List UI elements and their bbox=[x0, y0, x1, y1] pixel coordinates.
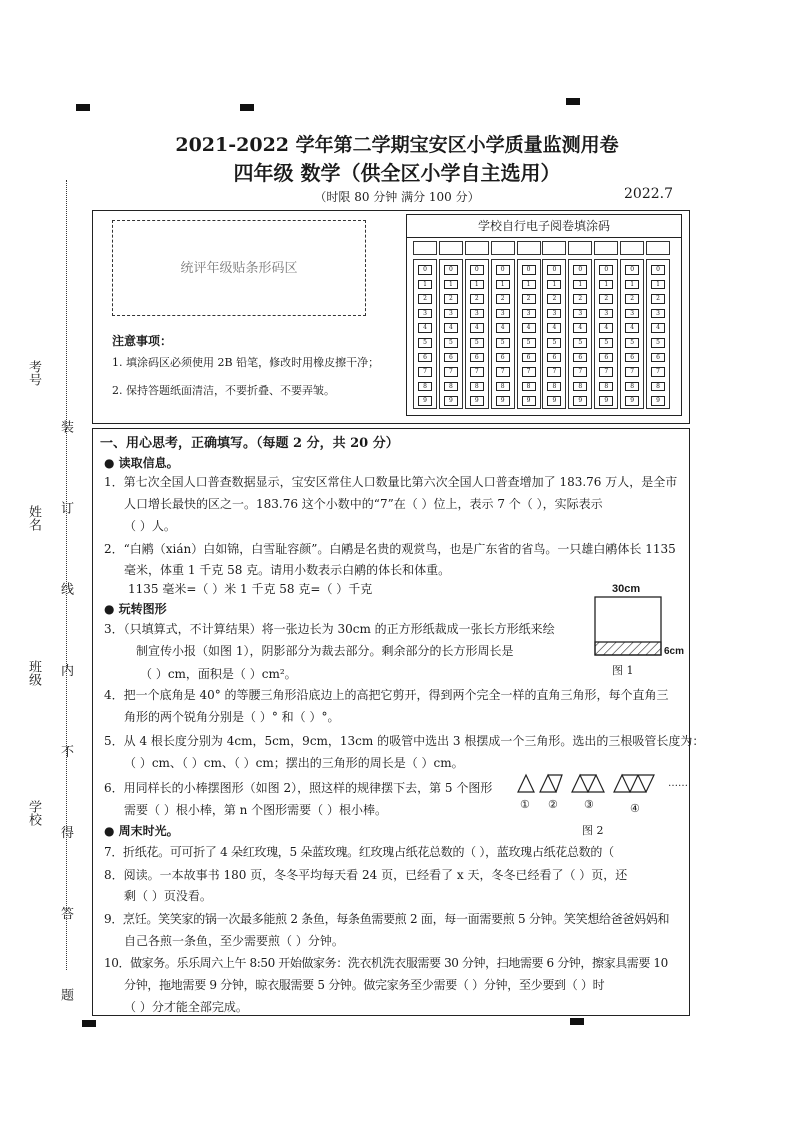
bubble-cell[interactable]: 3 bbox=[599, 309, 613, 319]
figure-1-side-label: 6cm bbox=[664, 646, 685, 657]
figure-1 bbox=[594, 596, 664, 658]
notes-title: 注意事项： bbox=[112, 334, 173, 348]
bubble-cell[interactable]: 1 bbox=[599, 280, 613, 290]
bubble-cell[interactable]: 8 bbox=[444, 382, 458, 392]
bubble-cell[interactable]: 6 bbox=[418, 353, 432, 363]
bubble-cell[interactable]: 1 bbox=[573, 280, 587, 290]
section-heading: 一、用心思考，正确填写。（每题 2 分，共 20 分） bbox=[100, 436, 399, 451]
bubble-cell[interactable]: 0 bbox=[625, 265, 639, 275]
bubble-cell[interactable]: 8 bbox=[418, 382, 432, 392]
bubble-cell[interactable]: 4 bbox=[573, 323, 587, 333]
subsection-title: ● 读取信息。 bbox=[104, 456, 179, 470]
bubble-cell[interactable]: 9 bbox=[496, 396, 510, 406]
figure-2-label: ② bbox=[548, 798, 558, 811]
bubble-cell[interactable]: 3 bbox=[651, 309, 665, 319]
question-8-line: 剩（ ）页没看。 bbox=[124, 889, 212, 903]
bubble-column bbox=[646, 259, 670, 409]
bubble-cell[interactable]: 5 bbox=[547, 338, 561, 348]
bubble-cell[interactable]: 7 bbox=[573, 367, 587, 377]
bubble-column bbox=[542, 259, 566, 409]
bubble-cell[interactable]: 6 bbox=[444, 353, 458, 363]
bubble-cell[interactable]: 8 bbox=[522, 382, 536, 392]
question-9-line: 9．烹饪。笑笑家的锅一次最多能煎 2 条鱼，每条鱼需要煎 2 面，每一面需要煎 5 分钟。笑笑想给爸爸妈妈和 bbox=[104, 912, 670, 926]
bubble-cell[interactable]: 0 bbox=[547, 265, 561, 275]
bubble-cell[interactable]: 9 bbox=[573, 396, 587, 406]
question-3-line: 制宣传小报（如图 1），阴影部分为裁去部分。剩余部分的长方形周长是 bbox=[136, 644, 514, 658]
bubble-cell[interactable]: 0 bbox=[599, 265, 613, 275]
bubble-cell[interactable]: 9 bbox=[418, 396, 432, 406]
question-3-line: 3．（只填算式，不计算结果）将一张边长为 30cm 的正方形纸裁成一张长方形纸来绘 bbox=[104, 622, 555, 636]
bubble-cell[interactable]: 9 bbox=[522, 396, 536, 406]
time-limit: （时限 80 分钟 满分 100 分） bbox=[314, 190, 480, 204]
subsection-label: 玩转图形 bbox=[118, 602, 167, 616]
question-10-line: （ ）分才能全部完成。 bbox=[124, 1000, 248, 1014]
bubble-cell[interactable]: 1 bbox=[547, 280, 561, 290]
bubble-cell[interactable]: 1 bbox=[625, 280, 639, 290]
question-7-line: 7．折纸花。可可折了 4 朵红玫瑰，5 朵蓝玫瑰。红玫瑰占纸花总数的（ ），蓝玫瑰占纸花总数的（ bbox=[104, 845, 614, 859]
bubble-cell[interactable]: 0 bbox=[470, 265, 484, 275]
subsection-title: ● 玩转图形 bbox=[104, 602, 167, 616]
bubble-cell[interactable]: 6 bbox=[651, 353, 665, 363]
bubble-cell[interactable]: 2 bbox=[418, 294, 432, 304]
bubble-column bbox=[568, 259, 592, 409]
bubble-cell[interactable]: 2 bbox=[625, 294, 639, 304]
bubble-cell[interactable]: 4 bbox=[444, 323, 458, 333]
bubble-column-header bbox=[517, 241, 541, 255]
bubble-cell[interactable]: 0 bbox=[496, 265, 510, 275]
bubble-column bbox=[413, 259, 437, 409]
registration-mark bbox=[240, 104, 254, 111]
note-item: 1. 填涂码区必须使用 2B 铅笔，修改时用橡皮擦干净； bbox=[112, 356, 380, 369]
bubble-cell[interactable]: 8 bbox=[651, 382, 665, 392]
bubble-cell[interactable]: 5 bbox=[651, 338, 665, 348]
bubble-cell[interactable]: 8 bbox=[599, 382, 613, 392]
figure-2-label: ① bbox=[520, 798, 530, 811]
bubble-cell[interactable]: 4 bbox=[470, 323, 484, 333]
bubble-cell[interactable]: 2 bbox=[573, 294, 587, 304]
bubble-cell[interactable]: 5 bbox=[418, 338, 432, 348]
barcode-area: 统评年级贴条形码区 bbox=[112, 220, 366, 316]
bubble-column-header bbox=[465, 241, 489, 255]
question-10-line: 10．做家务。乐乐周六上午 8:50 开始做家务：洗衣机洗衣服需要 30 分钟，扫地需要 6 分钟，擦家具需要 10 bbox=[104, 956, 668, 970]
note-item: 2. 保持答题纸面清洁，不要折叠、不要弄皱。 bbox=[112, 384, 335, 397]
bubble-sheet bbox=[406, 214, 682, 416]
page-subtitle: 四年级 数学（供全区小学自主选用） bbox=[233, 161, 561, 185]
bubble-cell[interactable]: 6 bbox=[599, 353, 613, 363]
bubble-column bbox=[465, 259, 489, 409]
bubble-cell[interactable]: 3 bbox=[547, 309, 561, 319]
bubble-cell[interactable]: 3 bbox=[470, 309, 484, 319]
bubble-cell[interactable]: 5 bbox=[522, 338, 536, 348]
bubble-column-header bbox=[620, 241, 644, 255]
figure-2-label: ③ bbox=[584, 798, 594, 811]
registration-mark bbox=[570, 1018, 584, 1025]
exam-date: 2022.7 bbox=[624, 186, 673, 202]
bubble-cell[interactable]: 7 bbox=[651, 367, 665, 377]
bubble-cell[interactable]: 2 bbox=[547, 294, 561, 304]
bubble-column-header bbox=[594, 241, 618, 255]
question-1-line: 1．第七次全国人口普查数据显示，宝安区常住人口数量比第六次全国人口普查增加了 183.76 万人，是全市 bbox=[104, 475, 678, 489]
bubble-cell[interactable]: 1 bbox=[444, 280, 458, 290]
bubble-cell[interactable]: 8 bbox=[547, 382, 561, 392]
bubble-cell[interactable]: 8 bbox=[470, 382, 484, 392]
bubble-cell[interactable]: 7 bbox=[418, 367, 432, 377]
bubble-cell[interactable]: 9 bbox=[599, 396, 613, 406]
question-2-line: 1135 毫米=（ ）米 1 千克 58 克=（ ）千克 bbox=[128, 582, 373, 596]
question-6-line: 需要（ ）根小棒，第 n 个图形需要（ ）根小棒。 bbox=[124, 803, 387, 817]
bubble-cell[interactable]: 7 bbox=[522, 367, 536, 377]
bubble-cell[interactable]: 5 bbox=[444, 338, 458, 348]
bubble-cell[interactable]: 2 bbox=[599, 294, 613, 304]
bubble-cell[interactable]: 3 bbox=[573, 309, 587, 319]
bubble-column bbox=[594, 259, 618, 409]
question-4-line: 4．把一个底角是 40° 的等腰三角形沿底边上的高把它剪开，得到两个完全一样的直角三角形，每个直角三 bbox=[104, 688, 669, 702]
question-9-line: 自己各煎一条鱼，至少需要煎（ ）分钟。 bbox=[124, 934, 344, 948]
registration-mark bbox=[566, 98, 580, 105]
subsection-title: ● 周末时光。 bbox=[104, 824, 179, 838]
bubble-column bbox=[517, 259, 541, 409]
bubble-column bbox=[439, 259, 463, 409]
bubble-cell[interactable]: 3 bbox=[418, 309, 432, 319]
figure-2-caption: 图 2 bbox=[582, 824, 604, 837]
bubble-cell[interactable]: 4 bbox=[418, 323, 432, 333]
bubble-cell[interactable]: 4 bbox=[625, 323, 639, 333]
bubble-cell[interactable]: 4 bbox=[522, 323, 536, 333]
subsection-label: 读取信息。 bbox=[118, 456, 179, 470]
bubble-cell[interactable]: 3 bbox=[496, 309, 510, 319]
bubble-cell[interactable]: 6 bbox=[522, 353, 536, 363]
subsection-label: 周末时光。 bbox=[118, 824, 179, 838]
figure-1-width-label: 30cm bbox=[612, 583, 641, 595]
bubble-cell[interactable]: 1 bbox=[522, 280, 536, 290]
figure-2-ellipsis: …… bbox=[668, 778, 688, 789]
bubble-cell[interactable]: 6 bbox=[496, 353, 510, 363]
bubble-cell[interactable]: 1 bbox=[496, 280, 510, 290]
bubble-cell[interactable]: 5 bbox=[625, 338, 639, 348]
bubble-cell[interactable]: 1 bbox=[470, 280, 484, 290]
school-label: 学校 bbox=[26, 800, 41, 826]
bubble-cell[interactable]: 7 bbox=[470, 367, 484, 377]
bubble-column-header bbox=[568, 241, 592, 255]
registration-mark bbox=[76, 104, 90, 111]
question-6-line: 6．用同样长的小棒摆图形（如图 2），照这样的规律摆下去，第 5 个图形 bbox=[104, 781, 493, 795]
bubble-cell[interactable]: 2 bbox=[496, 294, 510, 304]
question-8-line: 8．阅读。一本故事书 180 页，冬冬平均每天看 24 页，已经看了 x 天，冬冬已经看了（ ）页，还 bbox=[104, 868, 628, 882]
bubble-cell[interactable]: 9 bbox=[651, 396, 665, 406]
bubble-cell[interactable]: 2 bbox=[470, 294, 484, 304]
figure-2 bbox=[516, 772, 668, 794]
bubble-cell[interactable]: 7 bbox=[547, 367, 561, 377]
page-title: 2021-2022 学年第二学期宝安区小学质量监测用卷 bbox=[175, 134, 619, 156]
bubble-cell[interactable]: 0 bbox=[651, 265, 665, 275]
figure-2-label: ④ bbox=[630, 802, 640, 815]
bubble-cell[interactable]: 0 bbox=[573, 265, 587, 275]
bubble-cell[interactable]: 4 bbox=[599, 323, 613, 333]
bubble-cell[interactable]: 5 bbox=[573, 338, 587, 348]
bubble-cell[interactable]: 8 bbox=[625, 382, 639, 392]
bubble-cell[interactable]: 8 bbox=[573, 382, 587, 392]
question-2-line: 毫米，体重 1 千克 58 克。请用小数表示白鹇的体长和体重。 bbox=[124, 563, 451, 577]
question-1-line: （ ）人。 bbox=[124, 519, 176, 533]
question-4-line: 角形的两个锐角分别是（ ）° 和（ ）°。 bbox=[124, 710, 340, 724]
figure-1-caption: 图 1 bbox=[612, 664, 634, 677]
bubble-cell[interactable]: 0 bbox=[444, 265, 458, 275]
bubble-cell[interactable]: 3 bbox=[522, 309, 536, 319]
bubble-column-header bbox=[491, 241, 515, 255]
bubble-cell[interactable]: 9 bbox=[444, 396, 458, 406]
bubble-cell[interactable]: 3 bbox=[444, 309, 458, 319]
bubble-cell[interactable]: 4 bbox=[496, 323, 510, 333]
bubble-cell[interactable]: 6 bbox=[573, 353, 587, 363]
bubble-cell[interactable]: 9 bbox=[625, 396, 639, 406]
bubble-cell[interactable]: 0 bbox=[522, 265, 536, 275]
bubble-column-header bbox=[542, 241, 566, 255]
bubble-cell[interactable]: 1 bbox=[651, 280, 665, 290]
bubble-sheet-title: 学校自行电子阅卷填涂码 bbox=[407, 215, 681, 238]
question-3-line: （ ）cm，面积是（ ）cm²。 bbox=[140, 667, 297, 681]
bubble-column-header bbox=[646, 241, 670, 255]
name-label: 姓名 bbox=[26, 505, 41, 531]
question-1-line: 人口增长最快的区之一。183.76 这个小数中的“7”在（ ）位上，表示 7 个（ ），实际表示 bbox=[124, 497, 603, 511]
bubble-column-header bbox=[413, 241, 437, 255]
question-2-line: 2．“白鹇（xián）白如锦，白雪耻容颜”。白鹇是名贵的观赏鸟，也是广东省的省鸟。一只雄白鹇体长 1135 bbox=[104, 542, 676, 556]
bubble-cell[interactable]: 5 bbox=[599, 338, 613, 348]
bubble-cell[interactable]: 7 bbox=[496, 367, 510, 377]
question-10-line: 分钟，拖地需要 9 分钟，晾衣服需要 5 分钟。做完家务至少需要（ ）分钟，至少要到（ ）时 bbox=[124, 978, 605, 992]
bubble-cell[interactable]: 1 bbox=[418, 280, 432, 290]
bubble-column-header bbox=[439, 241, 463, 255]
bubble-cell[interactable]: 7 bbox=[625, 367, 639, 377]
registration-mark bbox=[82, 1020, 96, 1027]
bubble-cell[interactable]: 5 bbox=[470, 338, 484, 348]
bubble-cell[interactable]: 2 bbox=[444, 294, 458, 304]
exam-no-label: 考号 bbox=[26, 360, 41, 386]
bubble-cell[interactable]: 3 bbox=[625, 309, 639, 319]
bubble-cell[interactable]: 8 bbox=[496, 382, 510, 392]
seal-line-text: 装 订 线 内 不 得 答 题 bbox=[58, 420, 73, 1033]
question-5-line: （ ）cm、（ ）cm、（ ）cm；摆出的三角形的周长是（ ）cm。 bbox=[124, 756, 464, 770]
bubble-cell[interactable]: 4 bbox=[547, 323, 561, 333]
bubble-cell[interactable]: 9 bbox=[547, 396, 561, 406]
bubble-cell[interactable]: 7 bbox=[444, 367, 458, 377]
bubble-column bbox=[620, 259, 644, 409]
bubble-cell[interactable]: 7 bbox=[599, 367, 613, 377]
bubble-cell[interactable]: 6 bbox=[547, 353, 561, 363]
bubble-cell[interactable]: 4 bbox=[651, 323, 665, 333]
bubble-cell[interactable]: 2 bbox=[651, 294, 665, 304]
bubble-cell[interactable]: 6 bbox=[625, 353, 639, 363]
bubble-cell[interactable]: 5 bbox=[496, 338, 510, 348]
question-5-line: 5．从 4 根长度分别为 4cm，5cm，9cm，13cm 的吸管中选出 3 根摆成一个三角形。选出的三根吸管长度为： bbox=[104, 734, 705, 748]
bubble-cell[interactable]: 6 bbox=[470, 353, 484, 363]
class-label: 班级 bbox=[26, 660, 41, 686]
bubble-column bbox=[491, 259, 515, 409]
bubble-cell[interactable]: 2 bbox=[522, 294, 536, 304]
bubble-cell[interactable]: 0 bbox=[418, 265, 432, 275]
bubble-cell[interactable]: 9 bbox=[470, 396, 484, 406]
